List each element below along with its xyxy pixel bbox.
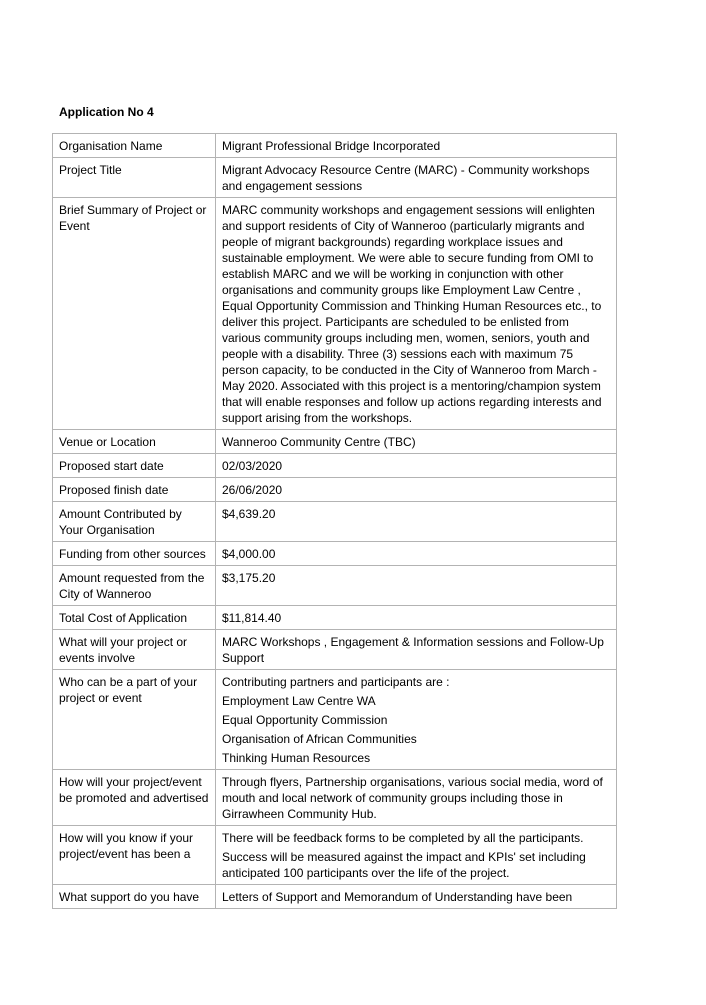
table-row (53, 198, 617, 430)
table-row (53, 826, 617, 885)
field-value-line: Migrant Professional Bridge Incorporated (222, 139, 441, 153)
field-value (216, 454, 617, 478)
field-label: Organisation Name (53, 134, 216, 158)
table-row (53, 454, 617, 478)
field-value (216, 606, 617, 630)
field-value-line: Migrant Advocacy Resource Centre (MARC) - Community workshops and engagement sessions (222, 163, 590, 193)
field-value-line: Through flyers, Partnership organisations, various social media, word of mouth and local network of community groups including those in Girrawheen Community Hub. (222, 775, 603, 821)
field-label: Who can be a part of your project or event (53, 670, 216, 770)
table-row (53, 630, 617, 670)
table-row (53, 134, 617, 158)
table-row (53, 542, 617, 566)
field-value (216, 670, 617, 770)
table-row (53, 670, 617, 770)
field-label: What support do you have (53, 885, 216, 909)
field-value (216, 630, 617, 670)
field-label: Total Cost of Application (53, 606, 216, 630)
field-value (216, 566, 617, 606)
table-row (53, 566, 617, 606)
table-row (53, 430, 617, 454)
field-value (216, 158, 617, 198)
field-value-line: MARC Workshops , Engagement & Information sessions and Follow-Up Support (222, 635, 604, 665)
table-row (53, 606, 617, 630)
field-value-line: 26/06/2020 (222, 483, 283, 497)
table-row (53, 502, 617, 542)
field-value-line: Contributing partners and participants are : (222, 675, 450, 689)
table-row (53, 885, 617, 909)
table-row (53, 770, 617, 826)
field-label: Venue or Location (53, 430, 216, 454)
application-table (52, 133, 617, 909)
field-value-line: Thinking Human Resources (222, 751, 371, 765)
page-title: Application No 4 (59, 105, 154, 119)
field-value-line: $3,175.20 (222, 571, 276, 585)
field-value-line: Letters of Support and Memorandum of Understanding have been (222, 890, 573, 904)
table-row (53, 158, 617, 198)
field-value (216, 826, 617, 885)
field-value-line: Wanneroo Community Centre (TBC) (222, 435, 416, 449)
field-value-line: 02/03/2020 (222, 459, 283, 473)
field-label: How will your project/event be promoted and advertised (53, 770, 216, 826)
field-label: Funding from other sources (53, 542, 216, 566)
field-label: Project Title (53, 158, 216, 198)
field-value-line: $11,814.40 (222, 611, 282, 625)
field-value (216, 885, 617, 909)
field-value-line: Organisation of African Communities (222, 732, 417, 746)
table-row (53, 478, 617, 502)
field-value-line: There will be feedback forms to be completed by all the participants. (222, 831, 584, 845)
field-value (216, 430, 617, 454)
field-value (216, 502, 617, 542)
field-label: Brief Summary of Project or Event (53, 198, 216, 430)
field-value (216, 770, 617, 826)
field-value-line: Equal Opportunity Commission (222, 713, 388, 727)
field-value-line: $4,639.20 (222, 507, 276, 521)
field-label: Amount requested from the City of Wanneroo (53, 566, 216, 606)
field-value (216, 542, 617, 566)
field-label: Proposed start date (53, 454, 216, 478)
field-value-line: MARC community workshops and engagement sessions will enlighten and support residents of City of Wanneroo (particularly migrants and people of migrant backgrounds) regarding workplace issues and sustainable employment. We were able to secure funding from OMI to establish MARC and we will be working in conjunction with other organisations and community groups like Employment Law Centre , Equal Opportunity Commission and Thinking Human Resources etc., to deliver this project. Participants are scheduled to be enlisted from various community groups including men, women, seniors, youth and people with a disability. Three (3) sessions each with maximum 75 person capacity, to be conducted in the City of Wanneroo from March - May 2020. Associated with this project is a mentoring/champion system that will enable responses and follow up actions regarding interests and support arising from the workshops. (222, 203, 602, 425)
field-label: How will you know if your project/event has been a (53, 826, 216, 885)
field-value (216, 478, 617, 502)
field-label: Amount Contributed by Your Organisation (53, 502, 216, 542)
field-label: Proposed finish date (53, 478, 216, 502)
field-value (216, 198, 617, 430)
field-value-line: Success will be measured against the impact and KPIs' set including anticipated 100 participants over the life of the project. (222, 850, 586, 880)
field-value (216, 134, 617, 158)
field-value-line: $4,000.00 (222, 547, 276, 561)
field-label: What will your project or events involve (53, 630, 216, 670)
application-table-body (53, 134, 617, 909)
field-value-line: Employment Law Centre WA (222, 694, 376, 708)
